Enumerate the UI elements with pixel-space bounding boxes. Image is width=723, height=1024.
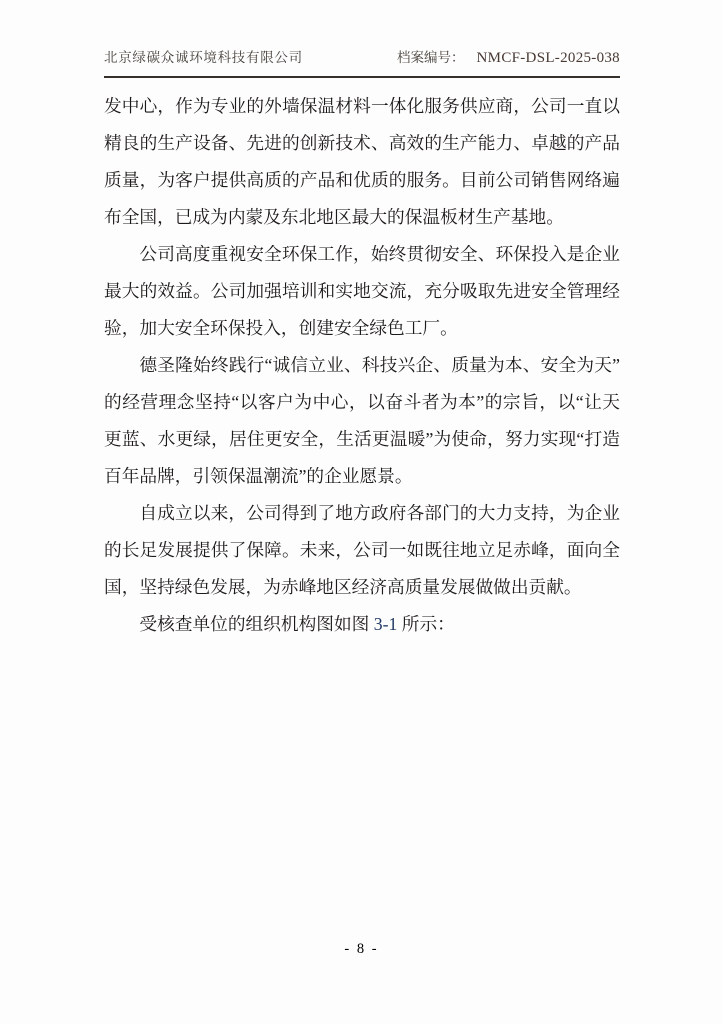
figure-sentence-prefix: 受核查单位的组织机构图如图 xyxy=(139,614,374,634)
page-header xyxy=(104,46,620,78)
paragraph-safety-environment: 公司高度重视安全环保工作，始终贯彻安全、环保投入是企业最大的效益。公司加强培训和实地交流，充分吸取先进安全管理经验，加大安全环保投入，创建安全绿色工厂。 xyxy=(104,244,620,338)
page-number: - 8 - xyxy=(344,941,379,957)
document-body xyxy=(104,88,620,643)
archive-label: 档案编号： xyxy=(397,50,465,65)
figure-sentence-suffix: 所示： xyxy=(397,614,455,634)
company-name: 北京绿碳众诚环境科技有限公司 xyxy=(104,50,303,65)
paragraph-business-philosophy: 德圣隆始终践行“诚信立业、科技兴企、质量为本、安全为天”的经营理念坚持“以客户为中心，以奋斗者为本”的宗旨，以“让天更蓝、水更绿，居住更安全，生活更温暖”为使命，努力实现“打造百年品牌，引领保温潮流”的企业愿景。 xyxy=(104,355,620,486)
figure-reference-sentence xyxy=(104,606,620,643)
paragraph-government-support: 自成立以来，公司得到了地方政府各部门的大力支持，为企业的长足发展提供了保障。未来，公司一如既往地立足赤峰，面向全国，坚持绿色发展，为赤峰地区经济高质量发展做做出贡献。 xyxy=(104,503,620,597)
archive-number-group xyxy=(397,46,620,67)
figure-reference: 3-1 xyxy=(373,614,398,634)
archive-number: NMCF-DSL-2025-038 xyxy=(476,50,620,66)
paragraph-company-intro: 发中心，作为专业的外墙保温材料一体化服务供应商，公司一直以精良的生产设备、先进的创新技术、高效的生产能力、卓越的产品质量，为客户提供高质的产品和优质的服务。目前公司销售网络遍布全国，已成为内蒙及东北地区最大的保温板材生产基地。 xyxy=(104,96,620,227)
